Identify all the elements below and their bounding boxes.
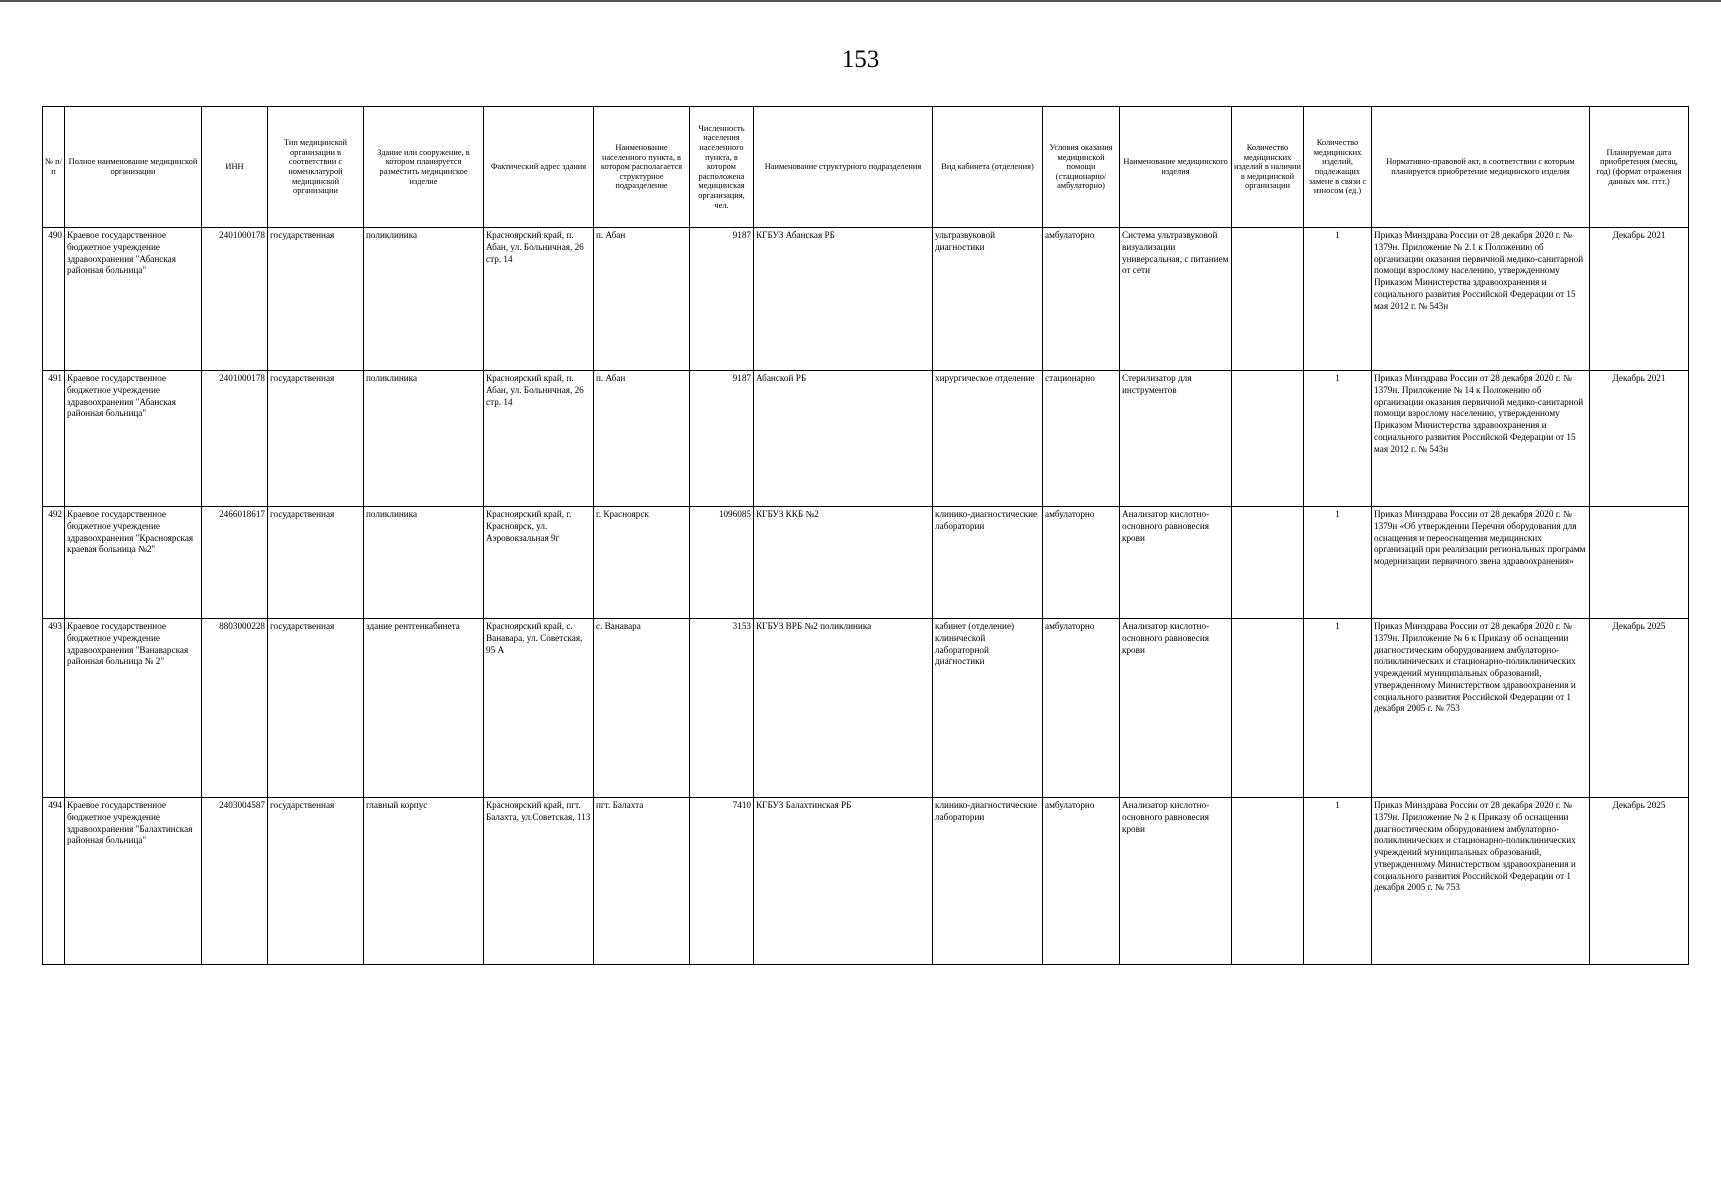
cell-cabinet: ультразвуковой диагностики xyxy=(933,228,1043,371)
cell-population: 7410 xyxy=(690,798,754,965)
cell-inn: 8803000228 xyxy=(202,619,268,798)
cell-unit: КГБУЗ Балахтинская РБ xyxy=(754,798,933,965)
table-row xyxy=(43,798,1689,965)
cell-inn: 2401000178 xyxy=(202,371,268,507)
cell-qty-available xyxy=(1232,507,1304,619)
header-num: № п/п xyxy=(43,107,65,228)
header-building: Здание или сооружение, в котором планируется разместить медицинское изделие xyxy=(364,107,484,228)
cell-settlement: с. Ванавара xyxy=(594,619,690,798)
table-row xyxy=(43,619,1689,798)
cell-device: Система ультразвуковой визуализации универсальная, с питанием от сети xyxy=(1120,228,1232,371)
cell-cabinet: кабинет (отделение) клинической лабораторной диагностики xyxy=(933,619,1043,798)
header-legal-act: Нормативно-правовой акт, в соответствии с которым планируется приобретение медицинского изделия xyxy=(1372,107,1590,228)
cell-num: 490 xyxy=(43,228,65,371)
cell-org-type: государственная xyxy=(268,371,364,507)
cell-population: 1096085 xyxy=(690,507,754,619)
header-unit: Наименование структурного подразделения xyxy=(754,107,933,228)
cell-settlement: п. Абан xyxy=(594,371,690,507)
cell-settlement: пгт. Балахта xyxy=(594,798,690,965)
cell-cabinet: клинико-диагностические лаборатории xyxy=(933,507,1043,619)
cell-device: Анализатор кислотно-основного равновесия крови xyxy=(1120,507,1232,619)
table-row xyxy=(43,507,1689,619)
cell-legal-act: Приказ Минздрава России от 28 декабря 2020 г. № 1379н. Приложение № 2 к Приказу об оснащении диагностическим оборудованием амбулаторно-поликлинических и стационарно-поликлинических учреждений муниципальных образований, утвержденному Министерством здравоохранения и социального развития Российской Федерации от 1 декабря 2005 г. № 753 xyxy=(1372,798,1590,965)
cell-org-name: Краевое государственное бюджетное учреждение здравоохранения "Балахтинская районная больница" xyxy=(65,798,202,965)
cell-population: 9187 xyxy=(690,228,754,371)
cell-device: Анализатор кислотно-основного равновесия крови xyxy=(1120,798,1232,965)
cell-date xyxy=(1590,507,1689,619)
header-conditions: Условия оказания медицинской помощи (стационарно/ амбулаторно) xyxy=(1043,107,1120,228)
cell-address: Красноярский край, г. Красноярск, ул. Аэровокзальная 9г xyxy=(484,507,594,619)
cell-org-name: Краевое государственное бюджетное учреждение здравоохранения "Ванаварская районная больница № 2" xyxy=(65,619,202,798)
cell-device: Стерилизатор для инструментов xyxy=(1120,371,1232,507)
cell-building: поликлиника xyxy=(364,228,484,371)
header-qty-replace: Количество медицинских изделий, подлежащих замене в связи с износом (ед.) xyxy=(1304,107,1372,228)
cell-device: Анализатор кислотно-основного равновесия крови xyxy=(1120,619,1232,798)
cell-address: Красноярский край, п. Абан, ул. Больничная, 26 стр. 14 xyxy=(484,228,594,371)
header-device: Наименование медицинского изделия xyxy=(1120,107,1232,228)
cell-org-name: Краевое государственное бюджетное учреждение здравоохранения "Абанская районная больница" xyxy=(65,371,202,507)
cell-qty-replace: 1 xyxy=(1304,619,1372,798)
cell-conditions: амбулаторно xyxy=(1043,798,1120,965)
cell-org-type: государственная xyxy=(268,228,364,371)
header-date: Планируемая дата приобретения (месяц, год) (формат отражения данных мм. гггг.) xyxy=(1590,107,1689,228)
header-inn: ИНН xyxy=(202,107,268,228)
header-org-type: Тип медицинской организации в соответствии с номенклатурой медицинской организации xyxy=(268,107,364,228)
cell-org-type: государственная xyxy=(268,507,364,619)
cell-legal-act: Приказ Минздрава России от 28 декабря 2020 г. № 1379н. Приложение № 2.1 к Положению об организации оказания первичной медико-санитарной помощи взрослому населению, утвержденному Приказом Министерства здравоохранения и социального развития Российской Федерации от 15 мая 2012 г. № 543н xyxy=(1372,228,1590,371)
cell-cabinet: клинико-диагностические лаборатории xyxy=(933,798,1043,965)
cell-conditions: амбулаторно xyxy=(1043,507,1120,619)
cell-settlement: г. Красноярск xyxy=(594,507,690,619)
cell-unit: КГБУЗ ККБ №2 xyxy=(754,507,933,619)
cell-org-type: государственная xyxy=(268,798,364,965)
cell-date: Декабрь 2025 xyxy=(1590,798,1689,965)
cell-inn: 2401000178 xyxy=(202,228,268,371)
cell-org-type: государственная xyxy=(268,619,364,798)
cell-num: 493 xyxy=(43,619,65,798)
cell-org-name: Краевое государственное бюджетное учреждение здравоохранения "Красноярская краевая больница №2" xyxy=(65,507,202,619)
cell-date: Декабрь 2025 xyxy=(1590,619,1689,798)
cell-legal-act: Приказ Минздрава России от 28 декабря 2020 г. № 1379н. Приложение № 14 к Положению об организации оказания первичной медико-санитарной помощи взрослому населению, утвержденному Приказом Министерства здравоохранения и социального развития Российской Федерации от 15 мая 2012 г. № 543н xyxy=(1372,371,1590,507)
cell-unit: КГБУЗ Абанская РБ xyxy=(754,228,933,371)
cell-inn: 2403004587 xyxy=(202,798,268,965)
header-address: Фактический адрес здания xyxy=(484,107,594,228)
cell-conditions: амбулаторно xyxy=(1043,228,1120,371)
cell-qty-available xyxy=(1232,228,1304,371)
cell-qty-replace: 1 xyxy=(1304,228,1372,371)
header-cabinet: Вид кабинета (отделения) xyxy=(933,107,1043,228)
header-org-name: Полное наименование медицинской организации xyxy=(65,107,202,228)
cell-qty-available xyxy=(1232,619,1304,798)
header-settlement: Наименование населенного пункта, в котором располагается структурное подразделение xyxy=(594,107,690,228)
cell-building: поликлиника xyxy=(364,507,484,619)
cell-qty-replace: 1 xyxy=(1304,507,1372,619)
cell-population: 3153 xyxy=(690,619,754,798)
cell-address: Красноярский край, с. Ванавара, ул. Советская, 95 А xyxy=(484,619,594,798)
cell-address: Красноярский край, п. Абан, ул. Больничная, 26 стр. 14 xyxy=(484,371,594,507)
cell-date: Декабрь 2021 xyxy=(1590,371,1689,507)
cell-unit: КГБУЗ ВРБ №2 поликлиника xyxy=(754,619,933,798)
cell-address: Красноярский край, пгт. Балахта, ул.Советская, 113 xyxy=(484,798,594,965)
cell-legal-act: Приказ Минздрава России от 28 декабря 2020 г. № 1379н «Об утверждении Перечня оборудования для оснащения и переоснащения медицинских организаций при реализации региональных программ модернизации первичного звена здравоохранения» xyxy=(1372,507,1590,619)
table-row xyxy=(43,228,1689,371)
cell-qty-available xyxy=(1232,798,1304,965)
cell-building: поликлиника xyxy=(364,371,484,507)
cell-date: Декабрь 2021 xyxy=(1590,228,1689,371)
cell-conditions: стационарно xyxy=(1043,371,1120,507)
cell-inn: 2466018617 xyxy=(202,507,268,619)
cell-cabinet: хирургическое отделение xyxy=(933,371,1043,507)
cell-qty-available xyxy=(1232,371,1304,507)
cell-num: 491 xyxy=(43,371,65,507)
cell-conditions: амбулаторно xyxy=(1043,619,1120,798)
cell-building: здание рентгенкабинета xyxy=(364,619,484,798)
cell-population: 9187 xyxy=(690,371,754,507)
cell-settlement: п. Абан xyxy=(594,228,690,371)
page-number: 153 xyxy=(841,46,880,73)
header-population: Численность населения населенного пункта, в котором расположена медицинская организация, чел. xyxy=(690,107,754,228)
cell-legal-act: Приказ Минздрава России от 28 декабря 2020 г. № 1379н. Приложение № 6 к Приказу об оснащении диагностическим оборудованием амбулаторно-поликлинических и стационарно-поликлинических учреждений муниципальных образований, утвержденному Министерством здравоохранения и социального развития Российской Федерации от 1 декабря 2005 г. № 753 xyxy=(1372,619,1590,798)
cell-qty-replace: 1 xyxy=(1304,798,1372,965)
cell-num: 494 xyxy=(43,798,65,965)
equipment-table xyxy=(42,106,1689,965)
table-row xyxy=(43,371,1689,507)
cell-unit: Абанской РБ xyxy=(754,371,933,507)
scan-edge xyxy=(0,0,1721,2)
cell-num: 492 xyxy=(43,507,65,619)
cell-org-name: Краевое государственное бюджетное учреждение здравоохранения "Абанская районная больница" xyxy=(65,228,202,371)
cell-qty-replace: 1 xyxy=(1304,371,1372,507)
header-qty-available: Количество медицинских изделий в наличии в медицинской организации xyxy=(1232,107,1304,228)
cell-building: главный корпус xyxy=(364,798,484,965)
table-header-row xyxy=(43,107,1689,228)
